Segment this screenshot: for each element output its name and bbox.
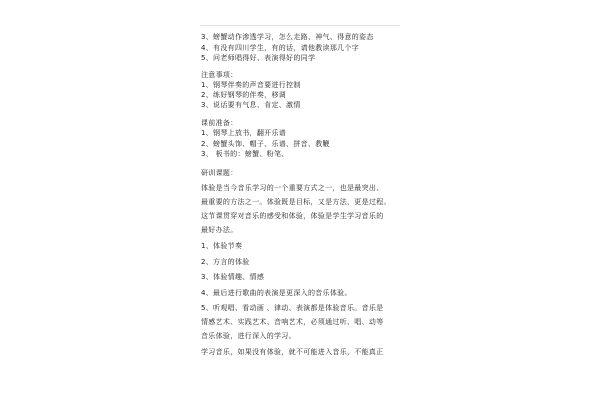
- notes-item-1: 1、钢琴伴奏的声音要进行控制: [201, 81, 301, 89]
- research-list-item-3: 3、体验情趣、情感: [201, 273, 265, 281]
- list-item-top-2: 4、有没有四川学生，有的话，请他教读那几个字: [201, 44, 360, 52]
- research-para-line-3: 这节课贯穿对音乐的感受和体验，体验是学生学习音乐的: [201, 212, 384, 220]
- research-list-item-1: 1、体验节奏: [201, 242, 243, 250]
- page-top-rule: [200, 25, 400, 26]
- research-para-line-4: 最好办法。: [201, 226, 238, 234]
- research-list-item-4: 4、最后进行歌曲的表演是更深入的音乐体验。: [201, 289, 352, 297]
- research-heading: 研训课题：: [201, 169, 238, 177]
- notes-heading: 注意事项：: [201, 71, 238, 79]
- final-line: 学习音乐，如果没有体验，就不可能进入音乐，不能真正: [201, 348, 384, 356]
- list-item-top-3: 5、问老师唱得好、表演得好的同学: [201, 54, 316, 62]
- prep-item-1: 1、钢琴上放书，翻开乐谱: [201, 129, 287, 137]
- prep-item-2: 2、螃蟹头饰、帽子、乐谱、拼音、教鞭: [201, 140, 330, 148]
- research-para-line-1: 体验是当今音乐学习的一个重要方式之一，也是最突出、: [201, 184, 384, 192]
- prep-heading: 课前准备：: [201, 119, 238, 127]
- closing-para-line-3: 音乐体验，进行深入的学习。: [201, 332, 296, 340]
- research-list-item-2: 2、方言的体验: [201, 258, 250, 266]
- notes-item-2: 2、练好钢琴的伴奏，移调: [201, 91, 287, 99]
- closing-para-line-1: 5、听观唱、看动画 、律动、表演都是体验音乐。音乐是: [201, 304, 384, 312]
- list-item-top-1: 3、螃蟹动作渗透学习，怎么走路、神气、得意的姿态: [201, 33, 374, 41]
- notes-item-3: 3、说话要有气息、肯定、激情: [201, 101, 301, 109]
- research-para-line-2: 最重要的方法之一。体验既是目标，又是方法，更是过程。: [201, 198, 391, 206]
- prep-item-3: 3、 板书的：螃蟹、粉笔、: [201, 150, 289, 158]
- closing-para-line-2: 情感艺术、实践艺术、音响艺术，必须通过听、唱、动等: [201, 318, 384, 326]
